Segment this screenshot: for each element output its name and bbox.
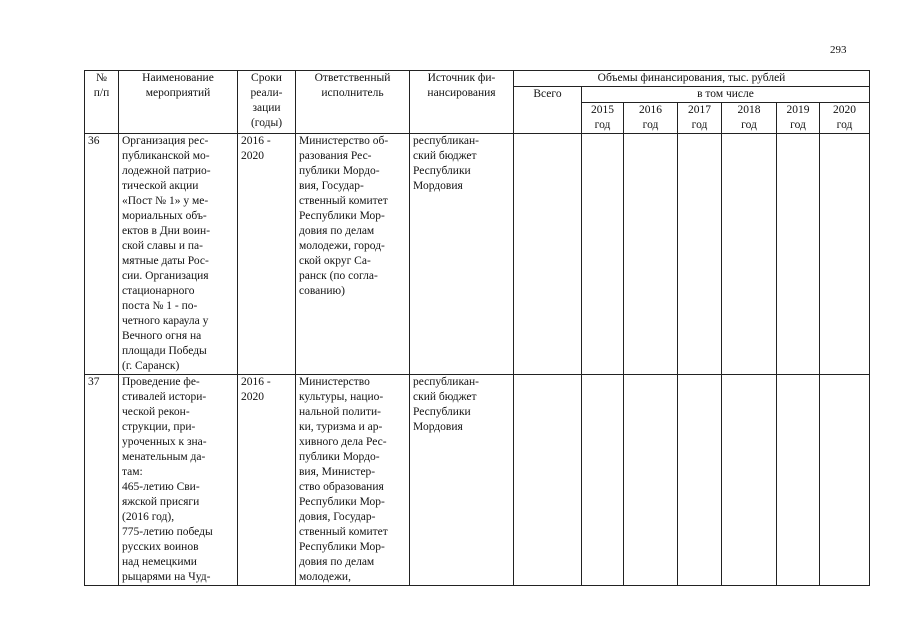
header-name: Наименование мероприятий — [119, 71, 238, 134]
row-cell-2019 — [777, 134, 820, 375]
header-year-2015: 2015 год — [582, 103, 624, 134]
header-year-2017: 2017 год — [678, 103, 722, 134]
row-period-text: 2016 - 2020 — [241, 135, 271, 162]
financing-table — [84, 70, 870, 586]
table-row — [85, 375, 870, 586]
row-source-text: республикан- ский бюджет Республики Мордовия — [413, 135, 479, 192]
row-period — [238, 134, 296, 375]
page-number: 293 — [830, 44, 847, 56]
header-source: Источник фи- нансирования — [410, 71, 514, 134]
row-cell-2018 — [722, 375, 777, 586]
table-row — [85, 134, 870, 375]
row-executor — [296, 375, 410, 586]
row-executor — [296, 134, 410, 375]
row-executor-text: Министерство об- разования Рес- публики Мордо- вия, Государ- ственный комитет Республики Мор- довия по делам молодежи, город- ской округ Са- ранск (по согла- сованию) — [299, 135, 389, 297]
row-cell-2016 — [624, 375, 678, 586]
row-cell-2015 — [582, 375, 624, 586]
header-total: Всего — [514, 87, 582, 134]
row-period — [238, 375, 296, 586]
header-year-2018: 2018 год — [722, 103, 777, 134]
row-cell-2020 — [820, 134, 870, 375]
row-cell-2019 — [777, 375, 820, 586]
header-including: в том числе — [582, 87, 870, 103]
row-source — [410, 375, 514, 586]
row-executor-text: Министерство культуры, нацио- нальной полити- ки, туризма и ар- хивного дела Рес- публики Мордо- вия, Министер- ство образования Республики Мор- довия, Государ- ственный комитет Республики Мор- довия по делам молодежи, — [299, 376, 388, 583]
row-name-text: Проведение фе- стивалей истори- ческой рекон- струкции, при- уроченных к зна- менательным да- там: 465-летию Сви- яжской присяги (2016 год), 775-летию победы русских воинов над немецкими рыцарями на Чуд- — [122, 376, 213, 583]
row-source — [410, 134, 514, 375]
row-period-text: 2016 - 2020 — [241, 376, 271, 403]
row-cell-2015 — [582, 134, 624, 375]
row-cell-2018 — [722, 134, 777, 375]
header-financing-volume: Объемы финансирования, тыс. рублей — [514, 71, 870, 87]
row-name — [119, 375, 238, 586]
row-name — [119, 134, 238, 375]
header-period: Сроки реали- зации (годы) — [238, 71, 296, 134]
row-cell-2016 — [624, 134, 678, 375]
row-cell-2017 — [678, 134, 722, 375]
row-total — [514, 375, 582, 586]
row-total — [514, 134, 582, 375]
row-name-text: Организация рес- публиканской мо- лодежной патрио- тической акции «Пост № 1» у ме- мориальных объ- ектов в Дни воин- ской славы и па- мятные даты Рос- сии. Организация стационарного поста № 1 - по- четного караула у Вечного огня на площади Победы (г. Саранск) — [122, 135, 211, 372]
row-number: 37 — [85, 375, 119, 586]
row-number: 36 — [85, 134, 119, 375]
header-year-2019: 2019 год — [777, 103, 820, 134]
header-year-2016: 2016 год — [624, 103, 678, 134]
header-number: № п/п — [85, 71, 119, 134]
row-source-text: республикан- ский бюджет Республики Мордовия — [413, 376, 479, 433]
header-year-2020: 2020 год — [820, 103, 870, 134]
row-cell-2017 — [678, 375, 722, 586]
row-cell-2020 — [820, 375, 870, 586]
header-executor: Ответственный исполнитель — [296, 71, 410, 134]
